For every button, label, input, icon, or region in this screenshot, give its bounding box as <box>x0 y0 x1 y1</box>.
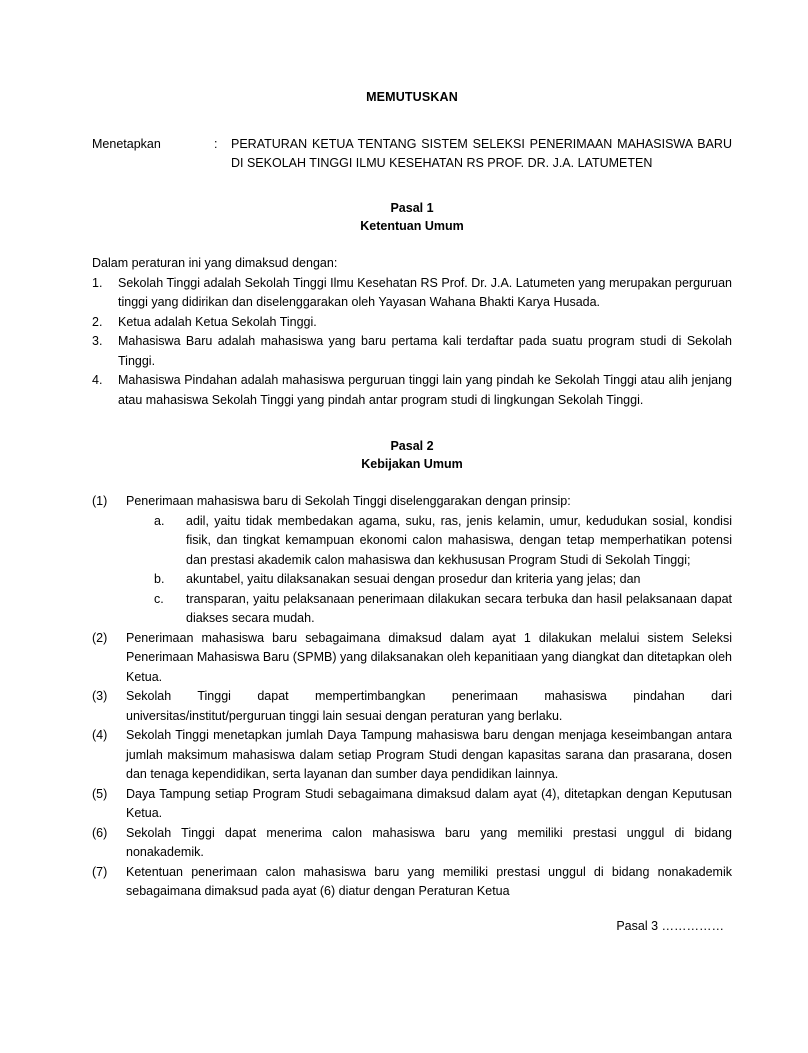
list-item-marker: (6) <box>92 825 108 840</box>
article-1-number: Pasal 1 <box>390 201 434 215</box>
list-item-marker: 3. <box>92 334 103 348</box>
list-item-text: Mahasiswa Pindahan adalah mahasiswa perguruan tinggi lain yang pindah ke Sekolah Tinggi atau alih jenjang atau mahasiswa Sekolah Tinggi yang pindah antar program studi di lingkungan Sekolah Tinggi. <box>118 373 732 407</box>
list-item-marker: (4) <box>92 728 108 742</box>
list-item-text: Penerimaan mahasiswa baru sebagaimana dimaksud dalam ayat 1 dilakukan melalui sistem Seleksi Penerimaan Mahasiswa Baru (SPMB) yang dilaksanakan oleh kepanitiaan yang diangkat dan ditetapkan oleh Ketua. <box>126 630 732 684</box>
article-1-list <box>92 274 732 411</box>
article-2-heading <box>92 437 732 473</box>
list-item <box>92 726 732 785</box>
list-item-marker: (7) <box>92 864 108 879</box>
sub-list-item-marker: b. <box>154 572 165 586</box>
list-item <box>92 785 732 824</box>
article-2-title: Kebijakan Umum <box>361 457 463 471</box>
list-item <box>92 492 732 512</box>
list-item <box>92 863 732 902</box>
sub-list-item-text: adil, yaitu tidak membedakan agama, suku, ras, jenis kelamin, umur, kedudukan sosial, kondisi fisik, dan tingkat kemampuan ekonomi calon mahasiswa, dengan tetap memperhatikan potensi dan prestasi akademik calon mahasiswa dan kekhususan Program Studi di Sekolah Tinggi; <box>186 513 732 567</box>
list-item <box>92 313 732 333</box>
spacer <box>92 473 732 492</box>
sub-list-item-marker: c. <box>154 591 164 606</box>
next-article-note: Pasal 3 …………… <box>616 919 724 933</box>
spacer <box>92 172 732 199</box>
sub-list-item-text: transparan, yaitu pelaksanaan penerimaan dilakukan secara terbuka dan hasil pelaksanaan dapat diakses secara mudah. <box>186 591 732 625</box>
list-item-text: Mahasiswa Baru adalah mahasiswa yang baru pertama kali terdaftar pada suatu program studi di Sekolah Tinggi. <box>118 334 732 368</box>
list-item-text: Ketentuan penerimaan calon mahasiswa baru yang memiliki prestasi unggul di bidang nonakademik sebagaimana dimaksud pada ayat (6) diatur dengan Peraturan Ketua <box>126 864 732 898</box>
sub-list-item <box>92 570 732 590</box>
menetapkan-row <box>92 135 732 172</box>
menetapkan-colon: : <box>214 137 218 151</box>
list-item-marker: (1) <box>92 494 108 508</box>
list-item-text: Sekolah Tinggi adalah Sekolah Tinggi Ilmu Kesehatan RS Prof. Dr. J.A. Latumeten yang merupakan perguruan tinggi yang didirikan dan diselenggarakan oleh Yayasan Wahana Bhakti Karya Husada. <box>118 275 732 309</box>
article-2-list <box>92 492 732 902</box>
list-item <box>92 274 732 313</box>
list-item-marker: (2) <box>92 630 108 645</box>
spacer <box>92 235 732 254</box>
article-1-title: Ketentuan Umum <box>360 219 464 233</box>
sub-list-item-marker: a. <box>154 513 165 528</box>
list-item-marker: 2. <box>92 314 103 329</box>
decision-heading: MEMUTUSKAN <box>366 90 458 104</box>
list-item-text: Sekolah Tinggi dapat mempertimbangkan penerimaan mahasiswa pindahan dari universitas/institut/perguruan tinggi lain sesuai dengan peraturan yang berlaku. <box>126 689 732 723</box>
list-item-marker: 1. <box>92 275 103 290</box>
list-item-text: Penerimaan mahasiswa baru di Sekolah Tinggi diselenggarakan dengan prinsip: <box>126 494 571 508</box>
sub-list-item <box>92 512 732 571</box>
list-item-marker: 4. <box>92 373 103 387</box>
article-1-heading <box>92 199 732 235</box>
list-item-marker: (5) <box>92 786 108 801</box>
article-1-intro: Dalam peraturan ini yang dimaksud dengan: <box>92 256 338 270</box>
list-item-text: Sekolah Tinggi menetapkan jumlah Daya Tampung mahasiswa baru dengan menjaga keseimbangan antara jumlah maksimum mahasiswa dalam setiap Program Studi dengan kapasitas sarana dan prasarana, dosen dan tenaga kependidikan, serta layanan dan sumber daya pendidikan lainnya. <box>126 728 732 781</box>
list-item-text: Sekolah Tinggi dapat menerima calon mahasiswa baru yang memiliki prestasi unggul di bidang nonakademik. <box>126 825 732 859</box>
menetapkan-value: PERATURAN KETUA TENTANG SISTEM SELEKSI PENERIMAAN MAHASISWA BARU DI SEKOLAH TINGGI ILMU KESEHATAN RS PROF. DR. J.A. LATUMETEN <box>231 137 732 170</box>
sub-list-item <box>92 590 732 629</box>
list-item <box>92 371 732 410</box>
list-item <box>92 629 732 688</box>
document-body <box>92 88 732 902</box>
list-item-text: Daya Tampung setiap Program Studi sebagaimana dimaksud dalam ayat (4), ditetapkan dengan Keputusan Ketua. <box>126 786 732 820</box>
article-2-number: Pasal 2 <box>390 439 434 453</box>
menetapkan-label: Menetapkan <box>92 137 161 151</box>
spacer <box>92 410 732 437</box>
list-item <box>92 824 732 863</box>
sub-list-item-text: akuntabel, yaitu dilaksanakan sesuai dengan prosedur dan kriteria yang jelas; dan <box>186 572 641 586</box>
list-item-marker: (3) <box>92 689 108 703</box>
list-item <box>92 687 732 726</box>
list-item-text: Ketua adalah Ketua Sekolah Tinggi. <box>118 314 317 329</box>
list-item <box>92 332 732 371</box>
